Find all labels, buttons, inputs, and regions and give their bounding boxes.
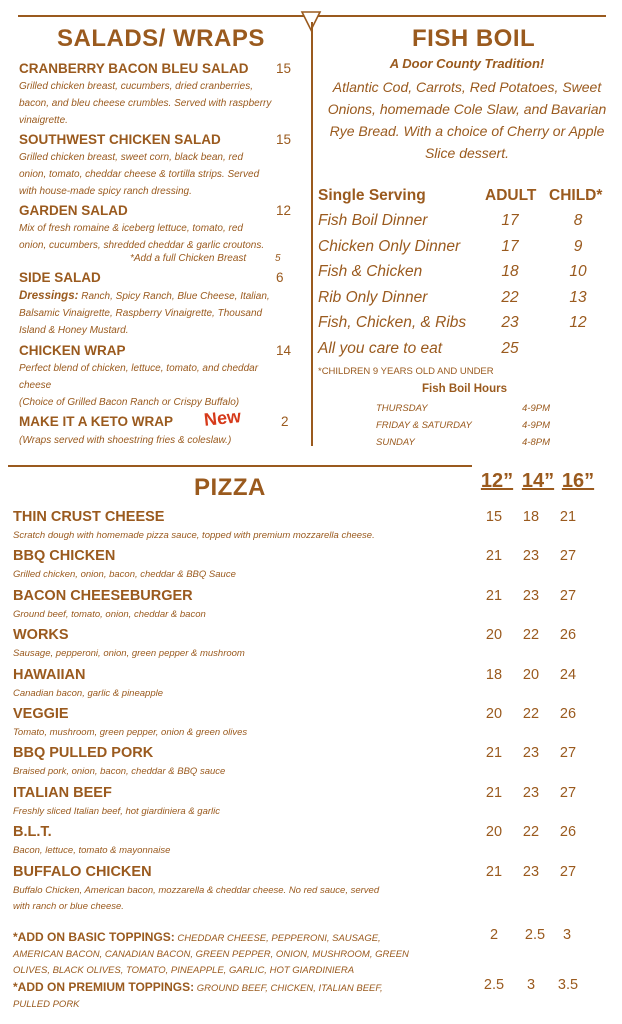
pizza-price: 20 [485, 824, 503, 841]
fish-boil-child-price: 13 [569, 288, 587, 306]
fish-boil-header-label: Single Serving [318, 187, 426, 204]
fish-boil-header-adult: ADULT [485, 187, 537, 204]
pizza-price: 23 [522, 745, 540, 762]
wrap-note: (Wraps served with shoestring fries & coleslaw.) [19, 435, 232, 446]
fish-boil-title: FISH BOIL [412, 25, 536, 52]
pizza-name: VEGGIE [13, 706, 69, 722]
fish-boil-child-price: 12 [569, 314, 587, 332]
salad-name: SOUTHWEST CHICKEN SALAD [19, 132, 221, 147]
fish-boil-adult-price: 22 [501, 288, 519, 306]
pizza-name: HAWAIIAN [13, 666, 86, 683]
fish-boil-header-child: CHILD* [549, 187, 603, 204]
addon-price: 3 [562, 927, 572, 943]
pizza-name: BBQ CHICKEN [13, 548, 116, 565]
pizza-desc: Buffalo Chicken, American bacon, mozzarella & cheddar cheese. No red sauce, served [13, 884, 380, 896]
premium-toppings: *ADD ON PREMIUM TOPPINGS: GROUND BEEF, CHICKEN, ITALIAN BEEF, PULLED PORK [13, 980, 383, 1010]
pizza-price: 24 [559, 666, 577, 683]
salad-desc: Grilled chicken breast, cucumbers, dried cranberries, bacon, and bleu cheese crumbles. Served with raspberry vinaigrette. [19, 81, 272, 126]
pizza-price: 18 [485, 666, 503, 683]
fish-boil-adult-price: 17 [501, 212, 519, 229]
pizza-name: B.L.T. [13, 824, 52, 841]
pizza-desc: Tomato, mushroom, green pepper, onion & green olives [13, 727, 248, 738]
pizza-price: 21 [485, 863, 503, 880]
fish-boil-item-name: Chicken Only Dinner [318, 237, 461, 255]
column-divider [311, 22, 313, 446]
addon-price: 3 [526, 977, 536, 993]
wrap-name: MAKE IT A KETO WRAP [19, 414, 173, 429]
hours-day: FRIDAY & SATURDAY [376, 420, 472, 431]
pizza-desc: with ranch or blue cheese. [13, 900, 124, 912]
pizza-name: WORKS [13, 627, 69, 644]
hours-day: SUNDAY [376, 437, 415, 448]
basic-toppings: *ADD ON BASIC TOPPINGS: CHEDDAR CHEESE, PEPPERONI, SAUSAGE, AMERICAN BACON, CANADIAN BACON, GREEN PEPPER, ONION, MUSHROOM, GREEN OLIVES, BLACK OLIVES, TOMATO, PINEAPPLE, GARLIC, HOT GIARDINIERA [13, 930, 409, 976]
fish-boil-item-name: Rib Only Dinner [318, 288, 428, 306]
fish-boil-item-name: All you care to eat [318, 340, 443, 357]
fish-boil-adult-price: 23 [501, 314, 519, 332]
pizza-price: 23 [522, 548, 540, 565]
salad-price: 6 [276, 270, 284, 285]
fish-boil-child-price: 10 [569, 263, 587, 281]
pizza-title: PIZZA [194, 474, 266, 501]
addon-price: 2 [489, 927, 499, 943]
pizza-price: 27 [559, 587, 577, 604]
fish-boil-description: Atlantic Cod, Carrots, Red Potatoes, Sweet Onions, homemade Cole Slaw, and Bavarian Rye Bread. With a choice of Cherry or Apple Slice dessert. [327, 79, 607, 161]
salad-name: CRANBERRY BACON BLEU SALAD [19, 61, 249, 76]
salad-name: SIDE SALAD [19, 270, 101, 285]
child-age-note: *CHILDREN 9 YEARS OLD AND UNDER [318, 366, 494, 377]
pizza-price: 26 [559, 706, 577, 722]
size-header: 14” [521, 470, 555, 492]
fish-boil-item-name: Fish, Chicken, & Ribs [318, 314, 467, 332]
pizza-price: 22 [522, 706, 540, 722]
pizza-price: 26 [559, 627, 577, 644]
pizza-price: 27 [559, 745, 577, 762]
fish-boil-child-price: 8 [573, 212, 583, 229]
size-header: 12” [480, 470, 514, 492]
hours-time: 4-9PM [522, 403, 550, 414]
pizza-desc: Scratch dough with homemade pizza sauce, topped with premium mozzarella cheese. [13, 530, 375, 541]
salad-price: 15 [276, 61, 292, 76]
dressings-list: Dressings: Ranch, Spicy Ranch, Blue Cheese, Italian, Balsamic Vinaigrette, Raspberry Vinaigrette, Thousand Island & Honey Mustard. [19, 290, 270, 336]
salads-title: SALADS/ WRAPS [57, 25, 265, 52]
pizza-price: 23 [522, 784, 540, 801]
fish-boil-adult-price: 17 [501, 237, 519, 255]
pizza-desc: Braised pork, onion, bacon, cheddar & BBQ sauce [13, 766, 226, 778]
fish-boil-item-name: Fish Boil Dinner [318, 212, 428, 229]
pizza-divider [8, 465, 472, 467]
pizza-desc: Grilled chicken, onion, bacon, cheddar & BBQ Sauce [13, 569, 236, 581]
pizza-price: 20 [485, 627, 503, 644]
hours-day: THURSDAY [376, 403, 428, 414]
salad-price: 15 [276, 132, 292, 147]
fish-boil-adult-price: 18 [501, 263, 519, 281]
pizza-name: BUFFALO CHICKEN [13, 863, 152, 880]
fish-boil-tagline: A Door County Tradition! [389, 56, 545, 71]
pizza-price: 23 [522, 587, 540, 604]
pizza-price: 23 [522, 863, 540, 880]
addon-price: 3.5 [557, 977, 579, 993]
salad-desc: Grilled chicken breast, sweet corn, black bean, red onion, tomato, cheddar cheese & tortilla strips. Served with house-made spicy ranch dressing. [19, 152, 260, 197]
pizza-price: 15 [485, 509, 503, 525]
fish-boil-item-name: Fish & Chicken [318, 263, 423, 281]
pizza-price: 21 [485, 784, 503, 801]
add-chicken-note: *Add a full Chicken Breast [130, 253, 247, 264]
new-badge: New [203, 406, 242, 430]
pizza-price: 21 [485, 587, 503, 604]
wrap-name: CHICKEN WRAP [19, 343, 126, 358]
pizza-name: BBQ PULLED PORK [13, 745, 154, 762]
pizza-price: 22 [522, 824, 540, 841]
addon-price: 2.5 [524, 927, 546, 943]
fish-boil-adult-price: 25 [501, 340, 519, 357]
pizza-price: 27 [559, 863, 577, 880]
pizza-name: BACON CHEESEBURGER [13, 587, 193, 604]
pizza-price: 21 [485, 548, 503, 565]
pizza-name: THIN CRUST CHEESE [13, 509, 165, 525]
fish-boil-child-price: 9 [573, 237, 583, 255]
pizza-name: ITALIAN BEEF [13, 784, 112, 801]
hours-title: Fish Boil Hours [422, 383, 507, 395]
pizza-desc: Bacon, lettuce, tomato & mayonnaise [13, 845, 171, 857]
size-header: 16” [561, 470, 595, 492]
pizza-price: 22 [522, 627, 540, 644]
addon-price: 2.5 [483, 977, 505, 993]
pizza-price: 21 [485, 745, 503, 762]
salad-price: 12 [276, 203, 292, 218]
pizza-desc: Ground beef, tomato, onion, cheddar & bacon [13, 608, 206, 620]
pizza-price: 18 [522, 509, 540, 525]
pizza-price: 27 [559, 784, 577, 801]
pizza-price: 27 [559, 548, 577, 565]
add-chicken-price: 5 [275, 253, 281, 264]
pizza-price: 20 [522, 666, 540, 683]
pizza-desc: Canadian bacon, garlic & pineapple [13, 687, 163, 699]
wrap-price: 2 [281, 414, 289, 429]
pizza-desc: Freshly sliced Italian beef, hot giardiniera & garlic [13, 805, 220, 817]
pizza-price: 21 [559, 509, 577, 525]
pizza-price: 20 [485, 706, 503, 722]
wrap-price: 14 [276, 343, 292, 358]
pizza-price: 26 [559, 824, 577, 841]
salad-name: GARDEN SALAD [19, 203, 128, 218]
hours-time: 4-8PM [522, 437, 550, 448]
hours-time: 4-9PM [522, 420, 550, 431]
salad-desc: Mix of fresh romaine & iceberg lettuce, tomato, red onion, cucumbers, shredded cheddar & garlic croutons. [19, 223, 265, 251]
pizza-desc: Sausage, pepperoni, onion, green pepper & mushroom [13, 648, 245, 660]
wrap-desc: Perfect blend of chicken, lettuce, tomato, and cheddar cheese (Choice of Grilled Bacon Ranch or Crispy Buffalo) [19, 363, 259, 408]
